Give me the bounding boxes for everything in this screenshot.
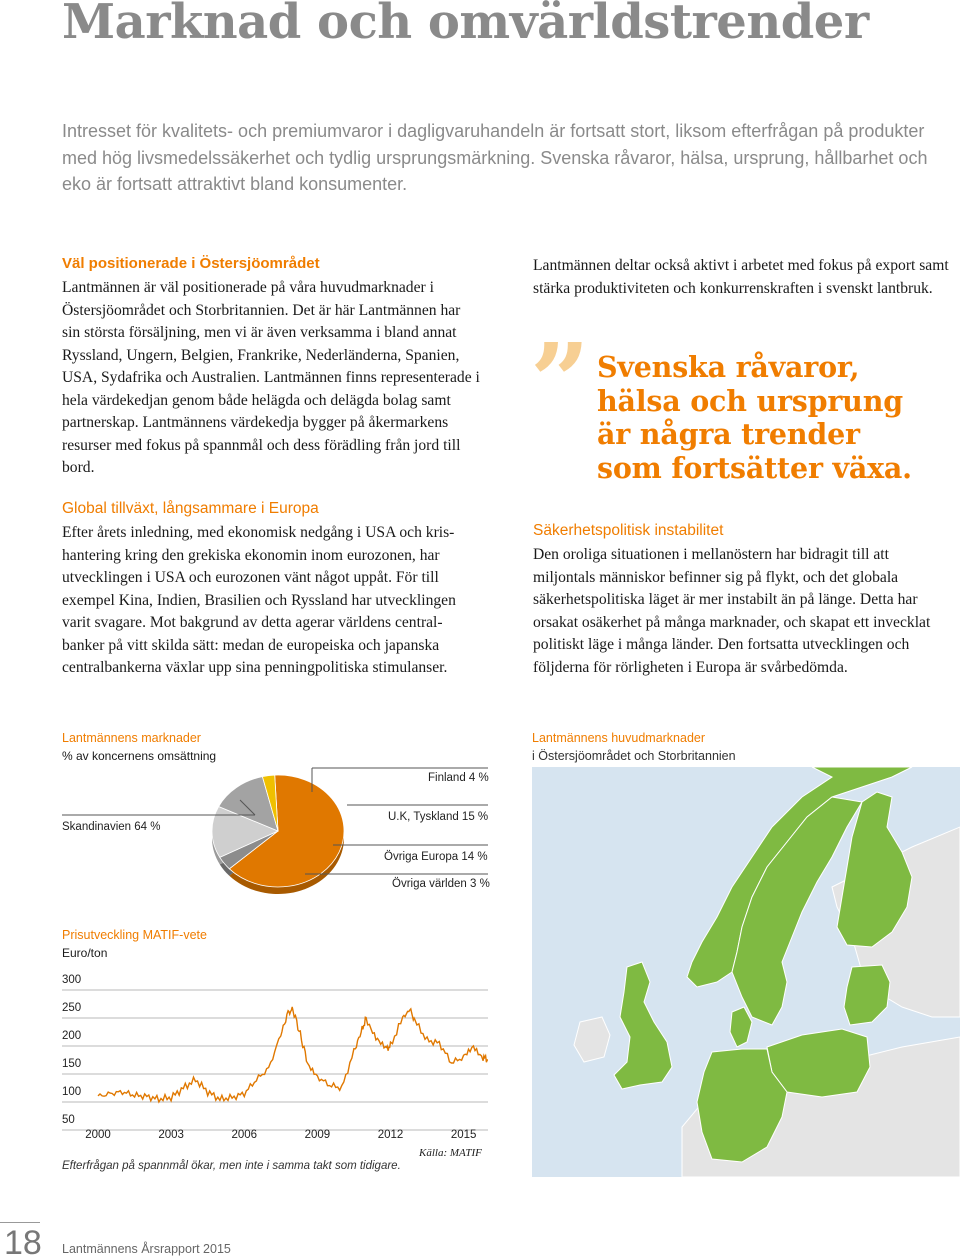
pie-label-uk-tyskland: U.K, Tyskland 15 % [388, 811, 489, 823]
pie-label-ovriga-europa: Övriga Europa 14 % [384, 851, 488, 863]
growth-body: Efter årets inledning, med ekonomisk nedgång i USA och kris-hantering kring den grekiska ekonomin inom eurozonen, har utvecklingen i USA och eurozonen vänt något uppåt. För till exempel Kina, Indien, Brasilien och Ryssland har utvecklingen varit svagare. Mot bakgrund av detta agerar världens central-banker på vitt skilda sätt: medan de europeiska och japanska centralbankerna växlar upp sina penningpolitiska stimulanser. [62, 524, 456, 676]
y-tick-label: 250 [62, 1002, 82, 1014]
page-title: Marknad och omvärldstrender [62, 0, 869, 50]
line-chart-ylabel: Euro/ton [62, 946, 108, 960]
quote-line: hälsa och ursprung [597, 383, 903, 418]
y-tick-label: 300 [62, 974, 82, 986]
growth-heading: Global tillväxt, långsammare i Europa [62, 500, 319, 517]
security-heading: Säkerhetspolitisk instabilitet [533, 522, 724, 539]
quote-line: Svenska råvaror, [597, 350, 860, 384]
map-title: Lantmännens huvudmarknader [532, 731, 706, 745]
security-body: Den oroliga situationen i mellanöstern har bidragit till att miljontals människor befinner sig på flykt, och det globala säkerhetspolitiska läget är mer instabilt än på länge. Detta har orsakat osäkerhet på många marknader, och skapat ett invecklat politiskt läge i många länder. Den fortsatta utvecklingen och följderna för rörligheten i Europa är svårbedömda. [533, 546, 931, 676]
y-tick-label: 50 [62, 1114, 75, 1126]
pie-chart-title: Lantmännens marknader [62, 731, 201, 745]
export-body: Lantmännen deltar också aktivt i arbetet med fokus på export samt stärka produktiviteten och konkurrenskraften i svenskt lantbruk. [533, 257, 949, 297]
intro-text: Intresset för kvalitets- och premiumvaror i dagligvaruhandeln är fortsatt stort, liksom efterfrågan på produkter med hög livsmedelssäkerhet och tydlig ursprungsmärkning. Svenska råvaror, hälsa, ursprung, hållbarhet och eko är fortsatt attraktivt bland konsumenter. [62, 121, 928, 194]
line-chart-title: Prisutveckling MATIF-vete [62, 928, 207, 942]
pie-chart-subtitle: % av koncernens omsättning [62, 749, 217, 763]
pie-label-ovriga-varlden: Övriga världen 3 % [392, 878, 490, 890]
baltic-heading: Väl positionerade i Östersjöområdet [62, 255, 320, 272]
pie-label-skandinavien: Skandinavien 64 % [62, 821, 161, 833]
quote-mark-icon: ” [530, 320, 590, 443]
x-tick-label: 2012 [377, 1129, 404, 1141]
page-number: 18 [4, 1224, 42, 1259]
y-tick-label: 100 [62, 1086, 82, 1098]
footer-rule [0, 1222, 40, 1223]
europe-map [532, 767, 960, 1177]
y-tick-label: 200 [62, 1030, 82, 1042]
quote-line: som fortsätter växa. [597, 450, 912, 485]
baltic-body: Lantmännen är väl positionerade på våra huvudmarknader i Östersjöområdet och Storbritannien. Det är här Lantmännen har sin största försäljning, men vi är även verksamma i bland annat Ryssland, Ungern, Belgien, Frankrike, Nederländerna, Spanien, USA, Sydafrika och Australien. Lantmännen finns representerade i hela värdekedjan genom både helägda och delägda bolag samt partnerskap. Lantmännens värdekedja bygger på åkermarkens resurser med fokus på spannmål och dess förädling från jord till bord. [62, 279, 480, 476]
x-tick-label: 2003 [158, 1129, 184, 1141]
y-tick-label: 150 [62, 1058, 82, 1070]
line-chart-caption: Efterfrågan på spannmål ökar, men inte i samma takt som tidigare. [62, 1160, 401, 1172]
x-tick-label: 2000 [85, 1129, 111, 1141]
map-subtitle: i Östersjöområdet och Storbritannien [532, 749, 736, 763]
x-tick-label: 2015 [450, 1129, 477, 1141]
footer-label: Lantmännens Årsrapport 2015 [62, 1242, 231, 1256]
series-line [98, 1007, 488, 1102]
pie-label-finland: Finland 4 % [428, 772, 489, 784]
x-tick-label: 2009 [304, 1129, 331, 1141]
x-tick-label: 2006 [231, 1129, 258, 1141]
line-chart-source: Källa: MATIF [419, 1147, 482, 1159]
quote-line: är några trender [597, 417, 860, 451]
